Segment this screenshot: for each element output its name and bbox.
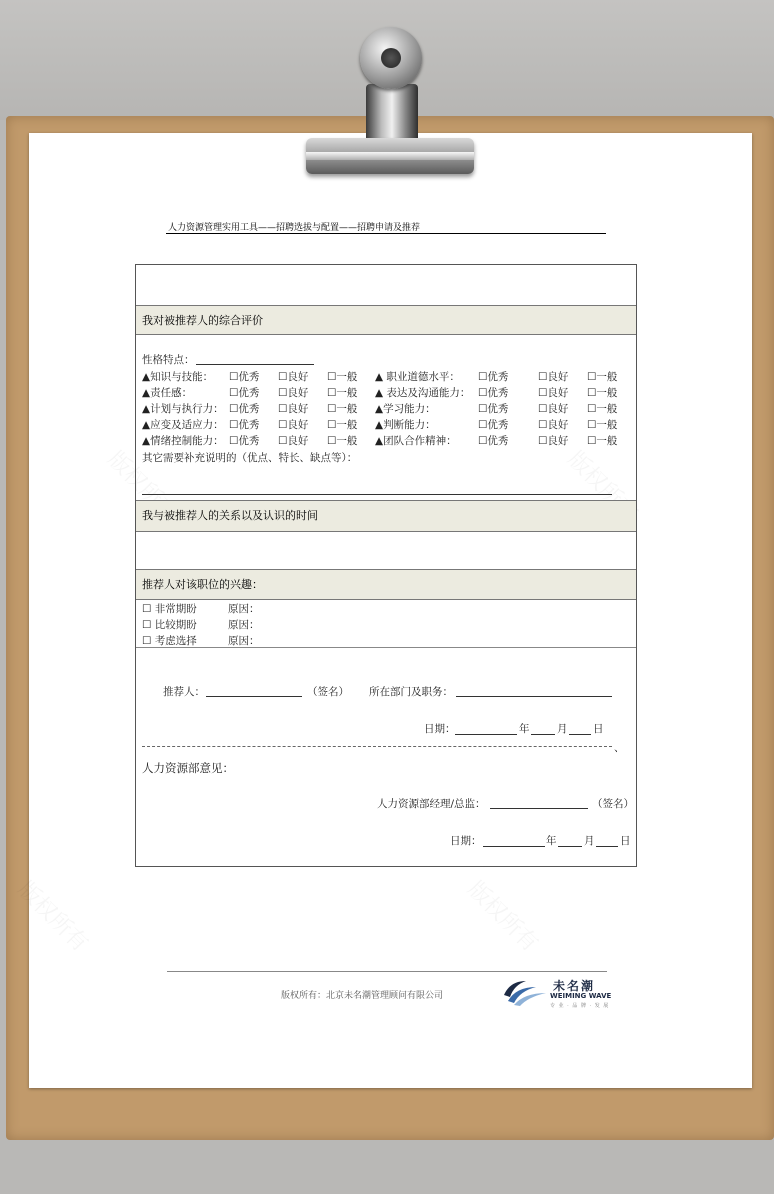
section-evaluation-title: 我对被推荐人的综合评价	[142, 314, 263, 327]
weiming-wave-logo-icon	[500, 975, 548, 1007]
right-item-label: ▲ 职业道德水平：	[375, 371, 460, 383]
left-item-label: ▲情绪控制能力：	[142, 435, 224, 447]
recommender-signature-field[interactable]	[206, 684, 302, 697]
year-label: 年	[519, 723, 530, 735]
checkbox-good[interactable]: ☐良好	[278, 387, 309, 399]
dash-end-mark: 、	[614, 742, 625, 754]
sign-hint: （签名）	[307, 686, 349, 698]
month-label: 月	[557, 723, 568, 735]
right-item-label: ▲学习能力：	[375, 403, 436, 415]
checkbox-good[interactable]: ☐良好	[278, 403, 309, 415]
divider	[136, 647, 636, 648]
checkbox-average[interactable]: ☐一般	[327, 419, 358, 431]
document-header	[166, 219, 606, 234]
hr-day-label: 日	[620, 835, 631, 847]
hr-day-field[interactable]	[596, 833, 618, 847]
hr-month-label: 月	[584, 835, 595, 847]
checkbox-good[interactable]: ☐良好	[278, 435, 309, 447]
checkbox-average[interactable]: ☐一般	[327, 403, 358, 415]
left-item-label: ▲责任感：	[142, 387, 193, 399]
checkbox-good[interactable]: ☐良好	[538, 403, 569, 415]
hr-sign-hint: （签名）	[592, 798, 634, 810]
right-item-label: ▲ 表达及沟通能力：	[375, 387, 471, 399]
checkbox-good[interactable]: ☐良好	[278, 371, 309, 383]
logo-tagline: 专 业 · 品 牌 · 发 展	[550, 1003, 610, 1009]
other-notes-label: 其它需要补充说明的（优点、特长、缺点等）：	[142, 452, 358, 464]
checkbox-excellent[interactable]: ☐优秀	[478, 435, 509, 447]
checkbox-excellent[interactable]: ☐优秀	[229, 371, 260, 383]
year-field[interactable]	[455, 721, 517, 735]
checkbox-average[interactable]: ☐一般	[327, 387, 358, 399]
interest-choice[interactable]: ☐ 非常期盼	[142, 603, 197, 615]
checkbox-average[interactable]: ☐一般	[587, 419, 618, 431]
checkbox-good[interactable]: ☐良好	[538, 435, 569, 447]
right-item-label: ▲团队合作精神：	[375, 435, 457, 447]
personality-label: 性格特点：	[142, 354, 195, 366]
checkbox-good[interactable]: ☐良好	[538, 419, 569, 431]
dept-label: 所在部门及职务：	[369, 686, 453, 698]
hr-signature-field[interactable]	[490, 796, 588, 809]
hr-opinion-label: 人力资源部意见：	[142, 761, 234, 775]
footer-copyright: 版权所有：北京未名潮管理顾问有限公司	[281, 991, 444, 1001]
checkbox-excellent[interactable]: ☐优秀	[478, 387, 509, 399]
logo-english-name: WEIMING WAVE	[550, 992, 612, 1000]
checkbox-average[interactable]: ☐一般	[587, 371, 618, 383]
hr-manager-label: 人力资源部经理/总监：	[377, 798, 486, 810]
checkbox-average[interactable]: ☐一般	[587, 387, 618, 399]
checkbox-excellent[interactable]: ☐优秀	[229, 419, 260, 431]
checkbox-average[interactable]: ☐一般	[327, 371, 358, 383]
interest-choice[interactable]: ☐ 考虑选择	[142, 635, 197, 647]
checkbox-good[interactable]: ☐良好	[538, 371, 569, 383]
checkbox-excellent[interactable]: ☐优秀	[229, 387, 260, 399]
logo-chinese-name: 未名潮	[553, 979, 596, 993]
checkbox-excellent[interactable]: ☐优秀	[229, 435, 260, 447]
personality-field[interactable]	[196, 352, 314, 365]
reason-label: 原因：	[228, 603, 260, 615]
right-item-label: ▲判断能力：	[375, 419, 436, 431]
reason-label: 原因：	[228, 619, 260, 631]
section-relationship-title: 我与被推荐人的关系以及认识的时间	[142, 509, 318, 522]
checkbox-average[interactable]: ☐一般	[587, 403, 618, 415]
left-item-label: ▲知识与技能：	[142, 371, 214, 383]
hr-year-label: 年	[546, 835, 557, 847]
checkbox-excellent[interactable]: ☐优秀	[478, 403, 509, 415]
section-interest-title: 推荐人对该职位的兴趣：	[142, 578, 263, 591]
checkbox-good[interactable]: ☐良好	[278, 419, 309, 431]
section-evaluation-band	[136, 305, 636, 335]
checkbox-excellent[interactable]: ☐优秀	[229, 403, 260, 415]
reason-label: 原因：	[228, 635, 260, 647]
footer-rule	[167, 971, 607, 972]
left-item-label: ▲应变及适应力：	[142, 419, 224, 431]
interest-choice[interactable]: ☐ 比较期盼	[142, 619, 197, 631]
day-field[interactable]	[569, 721, 591, 735]
checkbox-excellent[interactable]: ☐优秀	[478, 419, 509, 431]
dept-field[interactable]	[456, 684, 612, 697]
left-item-label: ▲计划与执行力：	[142, 403, 224, 415]
section-interest-band	[136, 569, 636, 600]
dashed-separator	[142, 746, 612, 747]
checkbox-good[interactable]: ☐良好	[538, 387, 569, 399]
hr-year-field[interactable]	[483, 833, 545, 847]
binder-clip-ring-icon	[360, 27, 422, 89]
checkbox-average[interactable]: ☐一般	[327, 435, 358, 447]
document-title: 人力资源管理实用工具——招聘选拔与配置——招聘申请及推荐	[168, 223, 421, 233]
checkbox-average[interactable]: ☐一般	[587, 435, 618, 447]
hr-date-label: 日期：	[450, 835, 482, 847]
binder-clip-icon	[366, 84, 418, 144]
other-notes-field[interactable]	[142, 480, 612, 495]
month-field[interactable]	[531, 721, 555, 735]
hr-month-field[interactable]	[558, 833, 582, 847]
day-label: 日	[593, 723, 604, 735]
section-relationship-band	[136, 500, 636, 532]
checkbox-excellent[interactable]: ☐优秀	[478, 371, 509, 383]
binder-clip-base-icon	[306, 138, 474, 174]
date-label: 日期：	[424, 723, 456, 735]
recommender-label: 推荐人：	[163, 686, 205, 698]
